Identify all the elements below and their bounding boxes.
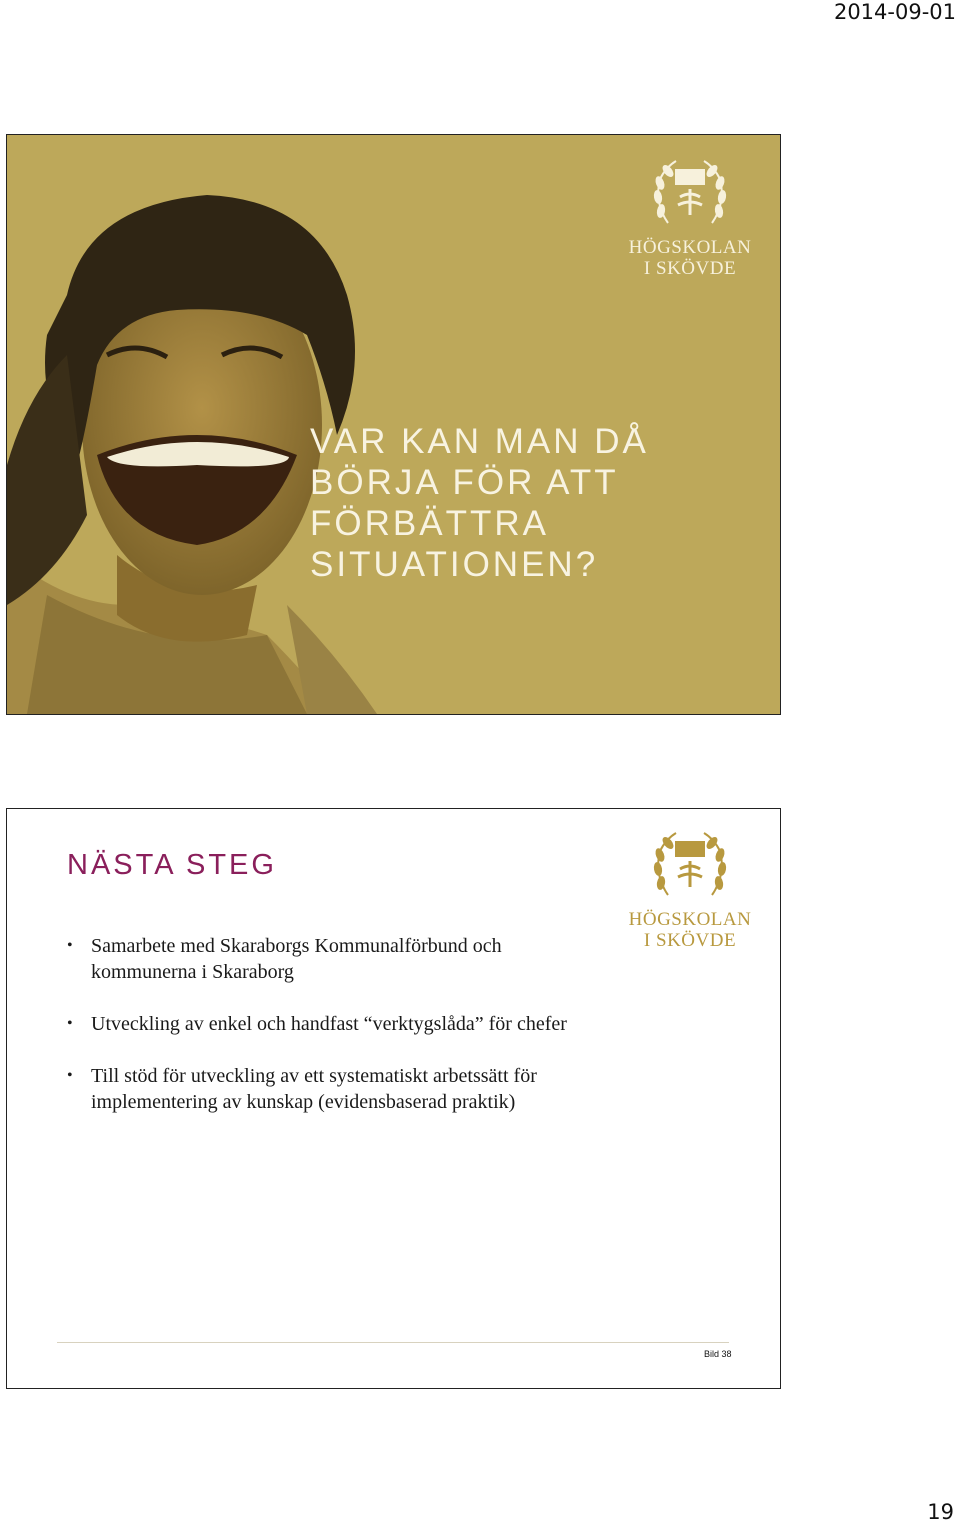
bullet-list — [67, 933, 607, 1141]
slide-title: NÄSTA STEG — [67, 849, 277, 881]
laurel-crest-icon — [648, 825, 732, 909]
bullet-item: • Samarbete med Skaraborgs Kommunalförbund och kommunerna i Skaraborg — [67, 933, 607, 985]
slide-title — [310, 421, 649, 585]
title-line: VAR KAN MAN DÅ — [310, 422, 649, 461]
title-line: BÖRJA FÖR ATT — [310, 463, 619, 502]
logo-line: I SKÖVDE — [643, 258, 737, 279]
bullet-item: • Till stöd för utveckling av ett systematiskt arbetssätt för implementering av kunskap (evidensbaserad praktik) — [67, 1063, 607, 1115]
laurel-crest-icon — [648, 153, 732, 237]
logo-line: HÖGSKOLAN — [628, 909, 752, 930]
university-logo — [625, 825, 755, 951]
bullet-item: • Utveckling av enkel och handfast “verktygslåda” för chefer — [67, 1011, 607, 1037]
content-slide — [6, 808, 781, 1389]
logo-line: I SKÖVDE — [643, 930, 737, 951]
page-number: 19 — [927, 1500, 954, 1524]
university-logo — [625, 153, 755, 279]
page-date: 2014-09-01 — [833, 0, 956, 24]
title-line: SITUATIONEN? — [310, 545, 599, 584]
title-line: FÖRBÄTTRA — [310, 504, 549, 543]
logo-line: HÖGSKOLAN — [628, 237, 752, 258]
footer-divider — [57, 1342, 729, 1343]
slide-number: Bild 38 — [704, 1349, 732, 1359]
title-slide — [6, 134, 781, 715]
